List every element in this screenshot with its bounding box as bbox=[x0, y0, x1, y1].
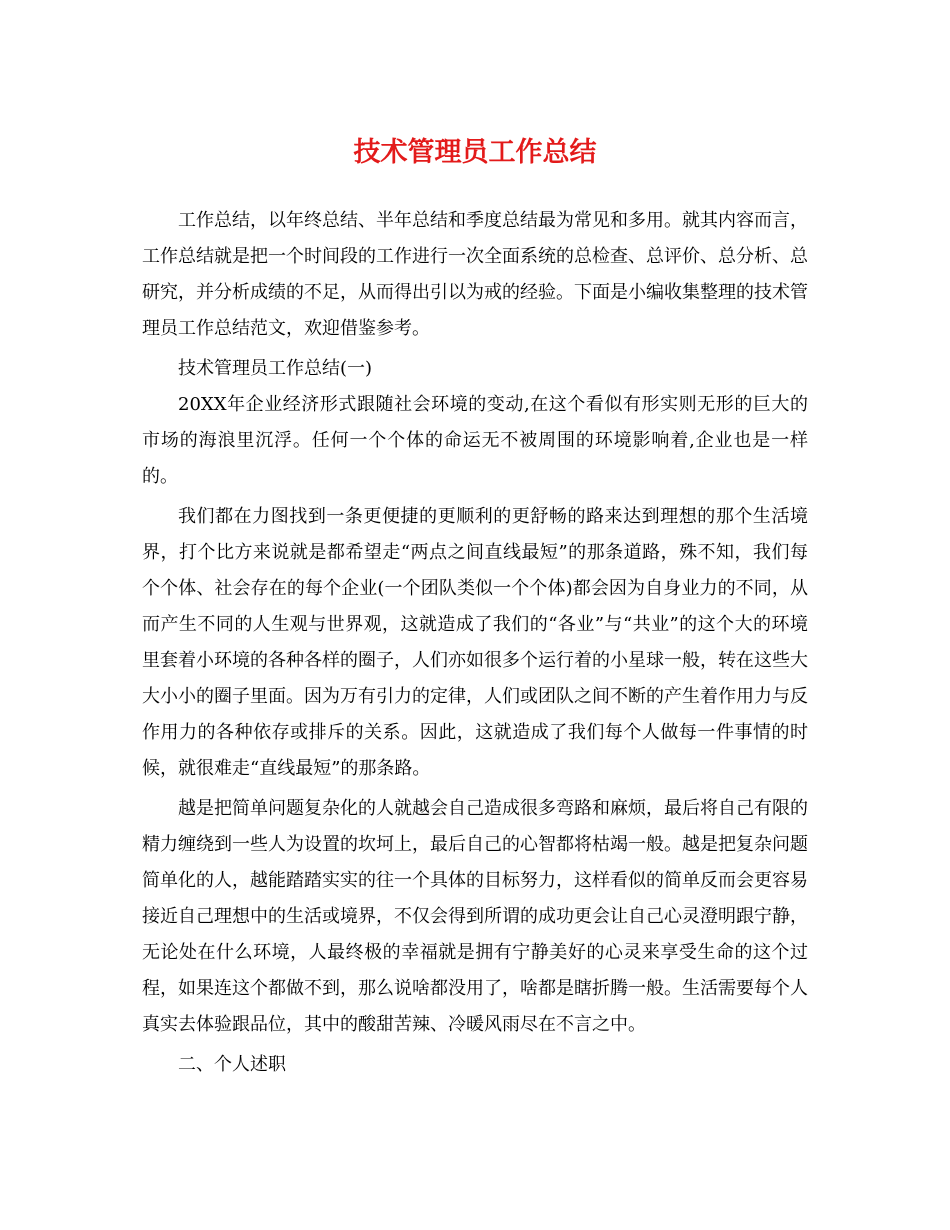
intro-paragraph: 工作总结，以年终总结、半年总结和季度总结最为常见和多用。就其内容而言，工作总结就是把一个时间段的工作进行一次全面系统的总检查、总评价、总分析、总研究，并分析成绩的不足，从而得出引以为戒的经验。下面是小编收集整理的技术管理员工作总结范文，欢迎借鉴参考。 bbox=[142, 210, 808, 339]
body-paragraph-3: 越是把简单问题复杂化的人就越会自己造成很多弯路和麻烦，最后将自己有限的精力缠绕到一些人为设置的坎坷上，最后自己的心智都将枯竭一般。越是把复杂问题简单化的人，越能踏踏实实的往一个具体的目标努力，这样看似的简单反而会更容易接近自己理想中的生活或境界，不仅会得到所谓的成功更会让自己心灵澄明跟宁静，无论处在什么环境，人最终极的幸福就是拥有宁静美好的心灵来享受生命的这个过程，如果连这个都做不到，那么说啥都没用了，啥都是瞎折腾一般。生活需要每个人真实去体验跟品位，其中的酸甜苦辣、冷暖风雨尽在不言之中。 bbox=[142, 798, 808, 1035]
document-body bbox=[142, 203, 808, 1083]
section-heading-2: 二、个人述职 bbox=[178, 1054, 286, 1075]
body-paragraph-2: 我们都在力图找到一条更便捷的更顺利的更舒畅的路来达到理想的那个生活境界，打个比方来说就是都希望走“两点之间直线最短”的那条道路，殊不知，我们每个个体、社会存在的每个企业(一个团队类似一个个体)都会因为自身业力的不同，从而产生不同的人生观与世界观，这就造成了我们的“各业”与“共业”的这个大的环境里套着小环境的各种各样的圈子，人们亦如很多个运行着的小星球一般，转在这些大大小小的圈子里面。因为万有引力的定律，人们或团队之间不断的产生着作用力与反作用力的各种依存或排斥的关系。因此，这就造成了我们每个人做每一件事情的时候，就很难走“直线最短”的那条路。 bbox=[142, 506, 808, 779]
body-paragraph-1: 20XX年企业经济形式跟随社会环境的变动,在这个看似有形实则无形的巨大的市场的海浪里沉浮。任何一个个体的命运无不被周围的环境影响着,企业也是一样的。 bbox=[142, 394, 808, 487]
document-title: 技术管理员工作总结 bbox=[353, 137, 597, 168]
section-heading-1: 技术管理员工作总结(一) bbox=[178, 358, 373, 379]
